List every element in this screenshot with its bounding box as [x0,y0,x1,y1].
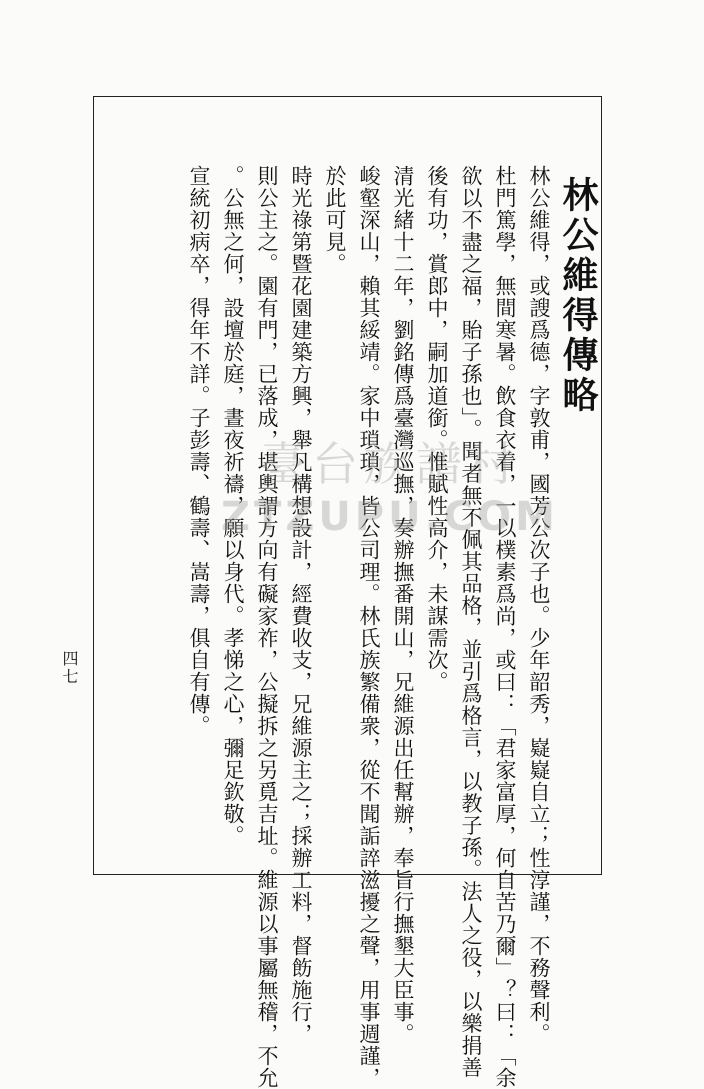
text-column-2: 杜門篤學，無間寒暑。飲食衣着，一以樸素爲尚，或曰：「君家富厚，何自苦乃爾」？曰：「余 [493,165,517,1089]
text-column-9: 則公主之。園有門，已落成，堪輿謂方向有礙家祚，公擬拆之另覓吉址。維源以事屬無稽，不允 [255,165,279,1089]
watermark-text-url: ZTZUPU.COM [221,494,559,540]
watermark [160,428,620,540]
watermark-text-cn: 臺台族譜村 [260,437,520,491]
text-column-4: 後有功，賞郎中，嗣加道銜。惟賦性高介，未謀需次。 [425,165,449,693]
text-column-7: 於此可見。 [323,165,347,275]
page-number: 四七 [60,650,79,686]
text-column-8: 時光祿第暨花園建築方興，舉凡構想設計，經費收支，兄維源主之；採辦工料，督飭施行， [289,165,313,1045]
text-column-1: 林公維得，或謏爲德，字敦甫，國芳公次子也。少年韶秀，嶷嶷自立；性淳謹，不務聲利。 [527,165,551,1045]
text-column-11: 宣統初病卒，得年不詳。子彭壽、鶴壽、嵩壽，俱自有傳。 [187,165,211,737]
text-column-5: 清光緒十二年，劉銘傳爲臺灣巡撫，奏辦撫番開山，兄維源出任幫辦，奉旨行撫墾大臣事。 [391,165,415,1045]
text-column-6: 峻壑深山，賴其綏靖。家中瑣瑣，皆公司理。林氏族繁備衆，從不聞詬誶滋擾之聲，用事週謹， [357,165,381,1089]
text-column-3: 欲以不盡之福，貽子孫也」。聞者無不佩其品格，並引爲格言，以教子孫。法人之役，以樂捐善 [459,165,483,1079]
document-title: 林公維得傳略 [557,176,599,416]
text-column-10: 。公無之何，設壇於庭，晝夜祈禱，願以身代。孝悌之心，彌足欽敬。 [221,165,245,847]
